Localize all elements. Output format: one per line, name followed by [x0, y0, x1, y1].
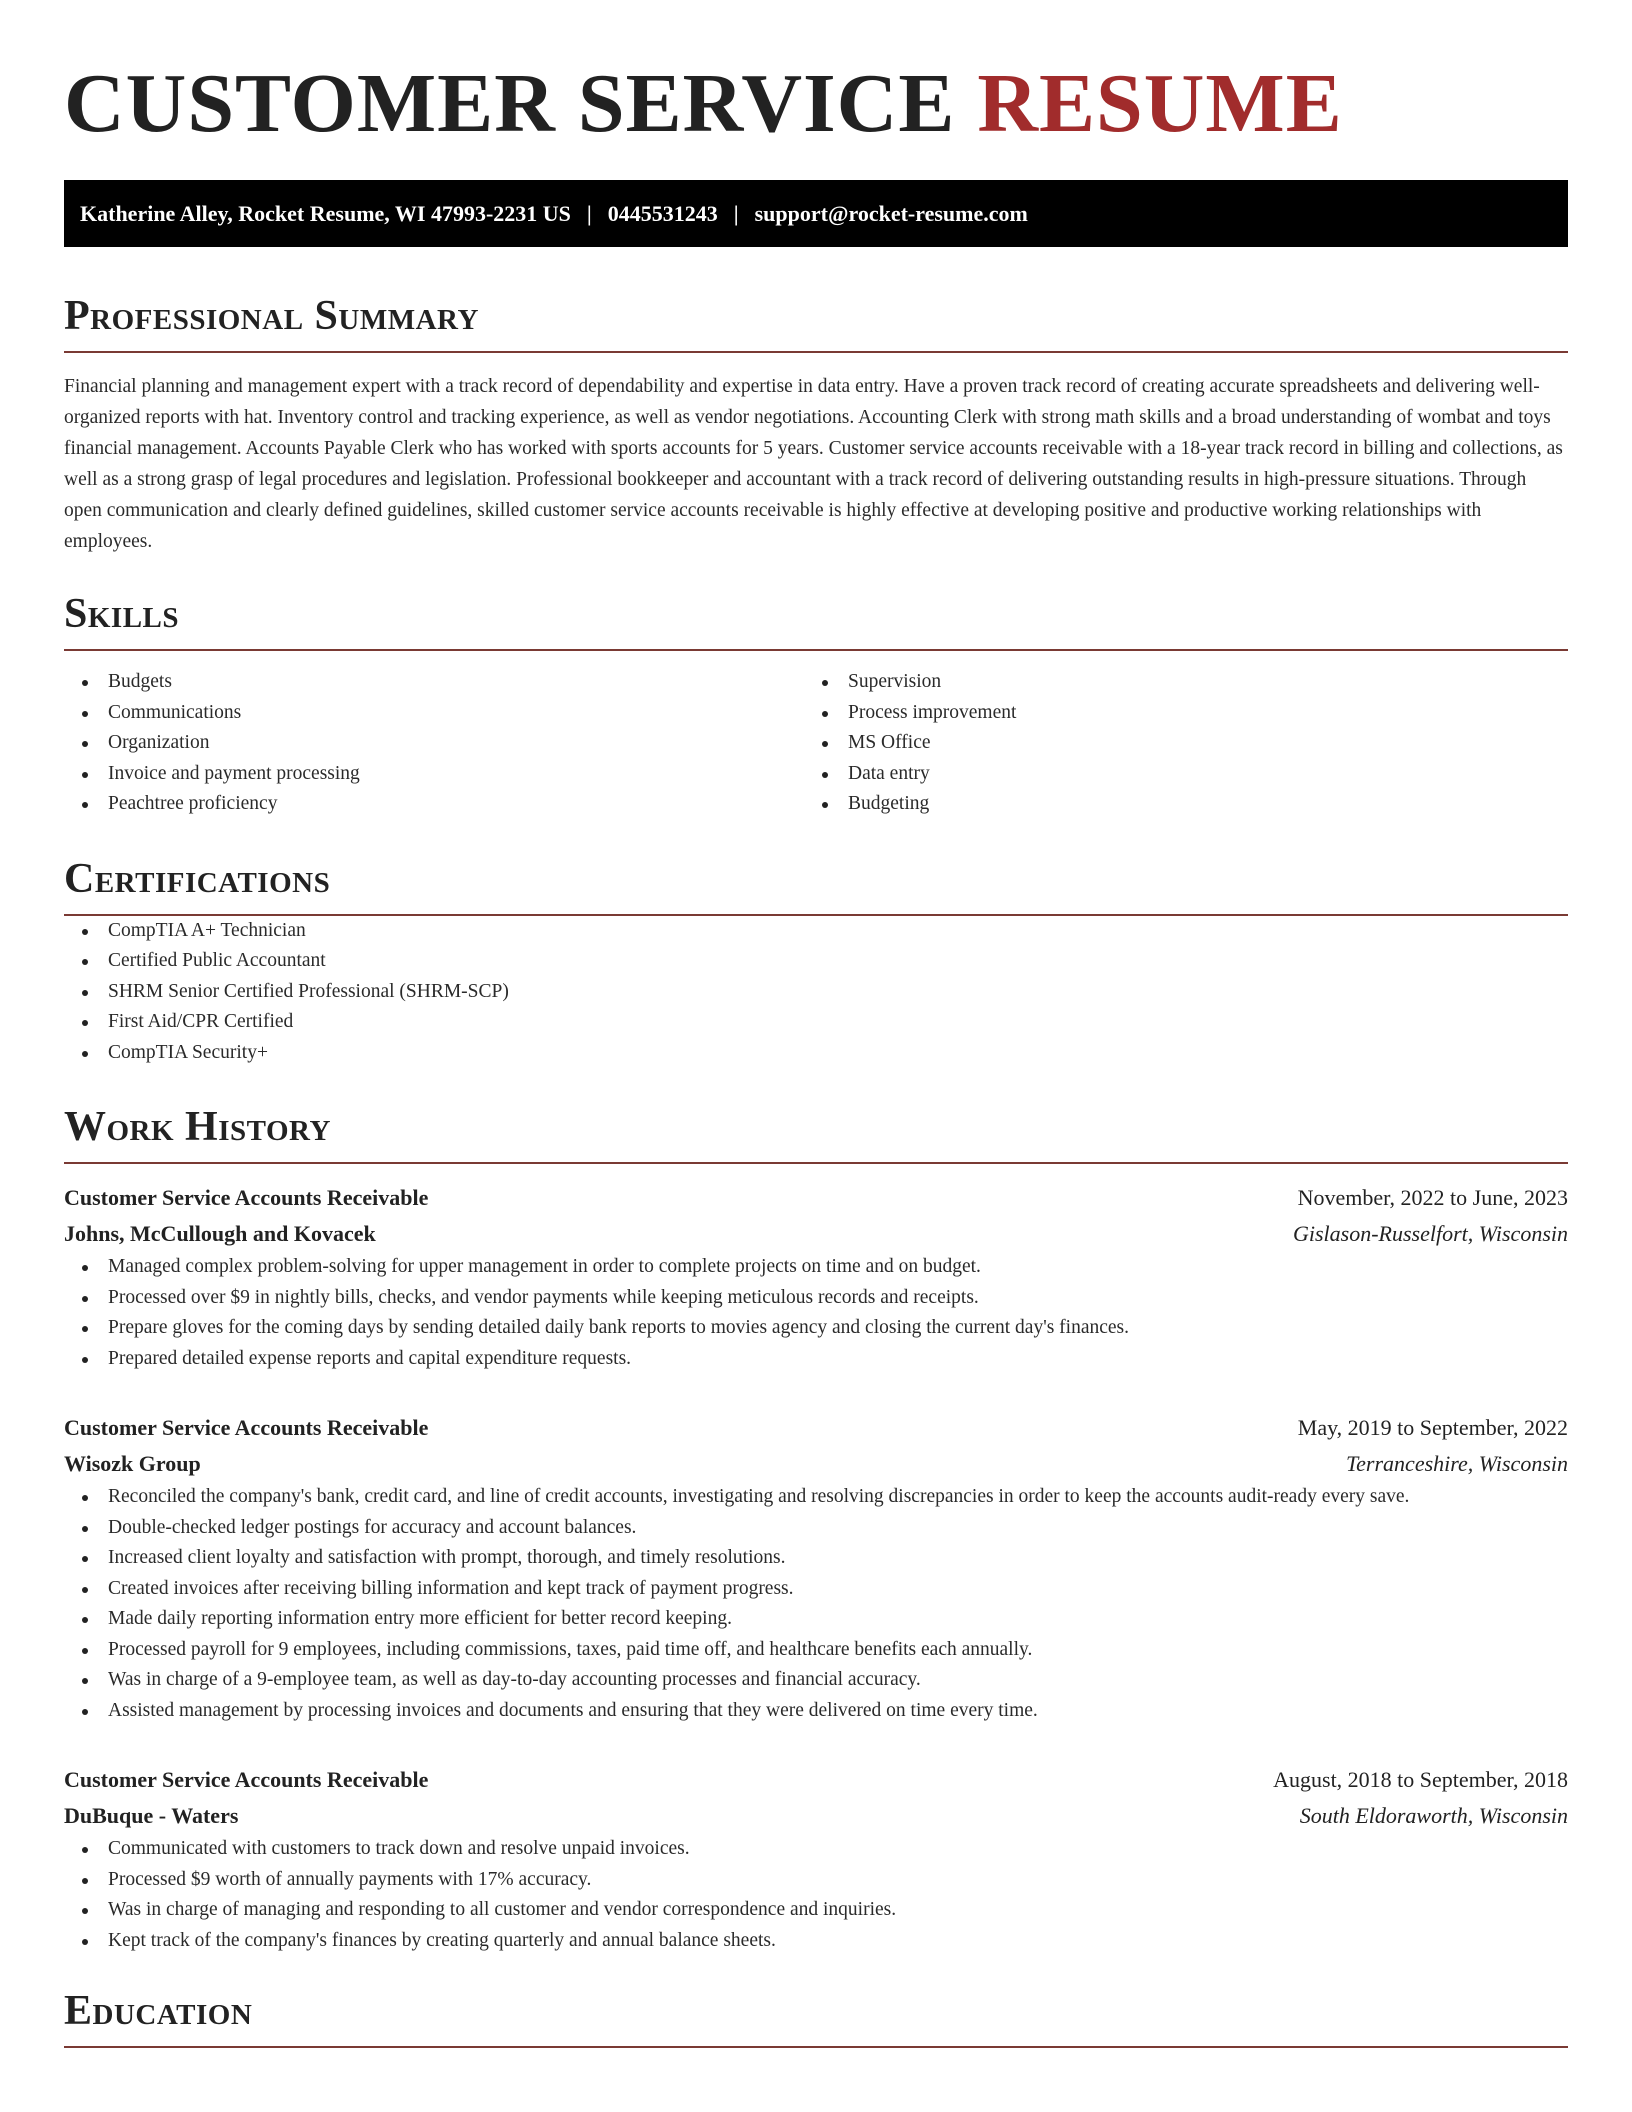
job-bullets [64, 1252, 1568, 1374]
section-heading-work-history: Work History [64, 1104, 331, 1150]
contact-separator: | [586, 200, 592, 226]
list-item: Made daily reporting information entry more efficient for better record keeping. [64, 1604, 1568, 1635]
skills-list-right [804, 667, 1544, 820]
job-dates: May, 2019 to September, 2022 [1297, 1415, 1568, 1440]
list-item: Prepared detailed expense reports and capital expenditure requests. [64, 1344, 1568, 1375]
job-location: Terranceshire, Wisconsin [1345, 1451, 1568, 1476]
contact-bar [64, 180, 1568, 247]
list-item: First Aid/CPR Certified [64, 1007, 1568, 1038]
job-entry [64, 1762, 1568, 1956]
section-heading-skills: Skills [64, 591, 180, 637]
section-divider [64, 1162, 1568, 1164]
list-item: Was in charge of managing and responding to all customer and vendor correspondence and inquiries. [64, 1895, 1568, 1926]
job-title: Customer Service Accounts Receivable [64, 1185, 429, 1210]
job-dates: November, 2022 to June, 2023 [1297, 1185, 1568, 1210]
contact-email[interactable]: support@rocket-resume.com [754, 200, 1028, 226]
list-item: Certified Public Accountant [64, 946, 1568, 977]
skills-column-left [64, 667, 804, 820]
section-divider [64, 351, 1568, 353]
list-item: Budgeting [804, 789, 1544, 820]
summary-text: Financial planning and management expert with a track record of dependability and expertise in data entry. Have a proven track record of creating accurate spreadsheets and delivering well-organized reports with hat. Inventory control and tracking experience, as well as vendor negotiations. Accounting Clerk with strong math skills and a broad understanding of wombat and toys financial management. Accounts Payable Clerk who has worked with sports accounts for 5 years. Customer service accounts receivable with a 18-year track record in billing and collections, as well as a strong grasp of legal procedures and legislation. Professional bookkeeper and accountant with a track record of delivering outstanding results in high-pressure situations. Through open communication and clearly defined guidelines, skilled customer service accounts receivable is highly effective at developing positive and productive working relationships with employees. [64, 376, 1563, 552]
section-heading-certifications: Certifications [64, 855, 331, 902]
job-entry [64, 1410, 1568, 1726]
list-item: Invoice and payment processing [64, 759, 804, 790]
job-location: Gislason-Russelfort, Wisconsin [1292, 1221, 1568, 1246]
list-item: Processed payroll for 9 employees, including commissions, taxes, paid time off, and healthcare benefits each annually. [64, 1635, 1568, 1666]
skills-grid [64, 667, 1568, 820]
job-dates: August, 2018 to September, 2018 [1273, 1767, 1568, 1792]
list-item: CompTIA A+ Technician [64, 916, 1568, 947]
list-item: Process improvement [804, 698, 1544, 729]
list-item: Managed complex problem-solving for upper management in order to complete projects on time and on budget. [64, 1252, 1568, 1283]
skills-column-right [804, 667, 1544, 820]
list-item: Increased client loyalty and satisfaction with prompt, thorough, and timely resolutions. [64, 1543, 1568, 1574]
list-item: Organization [64, 728, 804, 759]
list-item: Processed $9 worth of annually payments with 17% accuracy. [64, 1865, 1568, 1896]
job-company: Johns, McCullough and Kovacek [64, 1221, 376, 1246]
section-heading-summary: Professional Summary [64, 293, 479, 339]
list-item: Communicated with customers to track down and resolve unpaid invoices. [64, 1834, 1568, 1865]
list-item: SHRM Senior Certified Professional (SHRM-SCP) [64, 977, 1568, 1008]
contact-phone: 0445531243 [607, 200, 718, 226]
list-item: Budgets [64, 667, 804, 698]
list-item: Double-checked ledger postings for accuracy and account balances. [64, 1513, 1568, 1544]
section-heading-education: Education [64, 1988, 253, 2034]
list-item: Data entry [804, 759, 1544, 790]
skills-list-left [64, 667, 804, 820]
job-subheader-row [64, 1216, 1568, 1252]
title-main: CUSTOMER SERVICE [64, 57, 956, 150]
list-item: Processed over $9 in nightly bills, checks, and vendor payments while keeping meticulous records and receipts. [64, 1283, 1568, 1314]
certifications-list [64, 916, 1568, 1069]
section-divider [64, 649, 1568, 651]
list-item: Created invoices after receiving billing information and kept track of payment progress. [64, 1574, 1568, 1605]
list-item: MS Office [804, 728, 1544, 759]
list-item: Reconciled the company's bank, credit card, and line of credit accounts, investigating and resolving discrepancies in order to keep the accounts audit-ready every save. [64, 1482, 1568, 1513]
contact-address: Katherine Alley, Rocket Resume, WI 47993-2231 US [80, 200, 571, 226]
job-title: Customer Service Accounts Receivable [64, 1767, 429, 1792]
job-entry [64, 1180, 1568, 1374]
job-header-row [64, 1180, 1568, 1216]
job-location: South Eldoraworth, Wisconsin [1299, 1803, 1568, 1828]
list-item: Assisted management by processing invoices and documents and ensuring that they were delivered on time every time. [64, 1696, 1568, 1727]
job-subheader-row [64, 1798, 1568, 1834]
title-accent: RESUME [977, 57, 1343, 150]
list-item: Was in charge of a 9-employee team, as well as day-to-day accounting processes and financial accuracy. [64, 1665, 1568, 1696]
job-bullets [64, 1834, 1568, 1956]
list-item: CompTIA Security+ [64, 1038, 1568, 1069]
job-company: Wisozk Group [64, 1451, 201, 1476]
list-item: Prepare gloves for the coming days by sending detailed daily bank reports to movies agency and closing the current day's finances. [64, 1313, 1568, 1344]
list-item: Communications [64, 698, 804, 729]
job-title: Customer Service Accounts Receivable [64, 1415, 429, 1440]
job-company: DuBuque - Waters [64, 1803, 239, 1828]
list-item: Supervision [804, 667, 1544, 698]
contact-separator: | [733, 200, 739, 226]
list-item: Peachtree proficiency [64, 789, 804, 820]
resume-title [64, 57, 1568, 150]
job-header-row [64, 1410, 1568, 1446]
job-bullets [64, 1482, 1568, 1726]
section-divider [64, 2046, 1568, 2048]
list-item: Kept track of the company's finances by creating quarterly and annual balance sheets. [64, 1926, 1568, 1957]
job-header-row [64, 1762, 1568, 1798]
job-subheader-row [64, 1446, 1568, 1482]
